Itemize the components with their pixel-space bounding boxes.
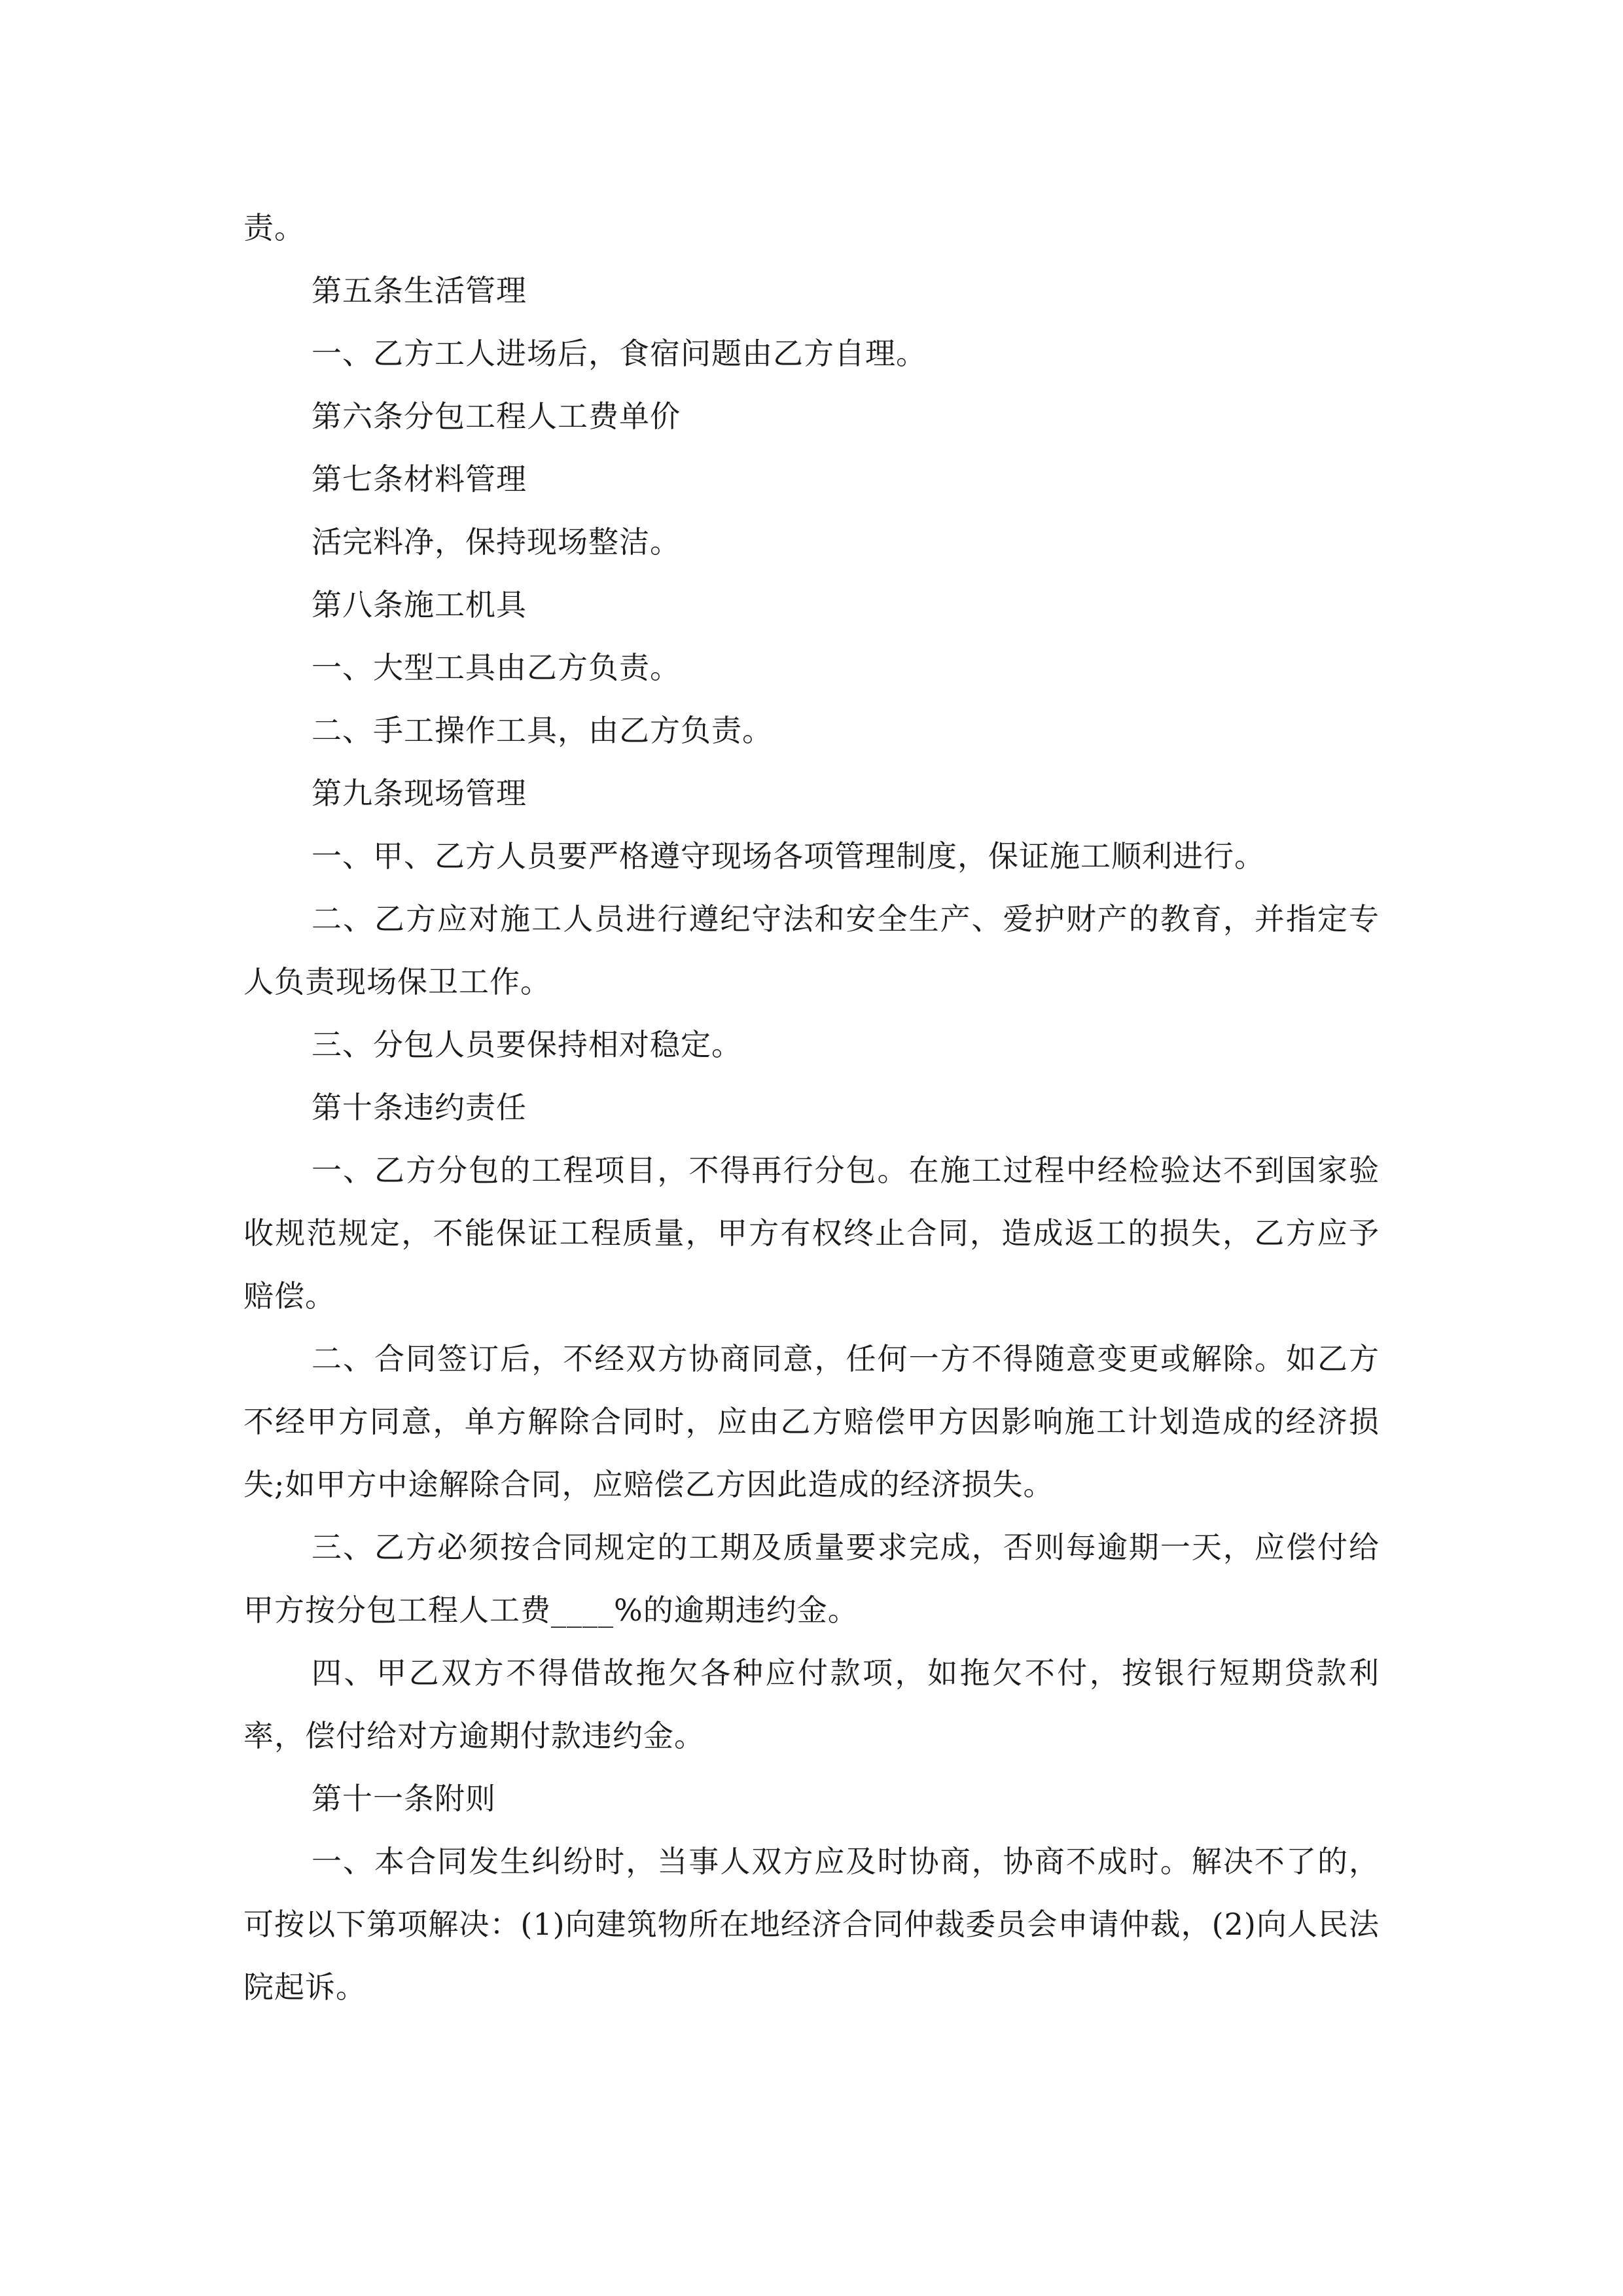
article-7-heading: 第七条材料管理	[312, 461, 527, 497]
article-5-heading: 第五条生活管理	[312, 273, 527, 308]
article-10-clause-1: 一、乙方分包的工程项目，不得再行分包。在施工过程中经检验达不到国家验收规范规定，不能保证工程质量，甲方有权终止合同，造成返工的损失，乙方应予赔偿。	[243, 1153, 1380, 1314]
article-9-clause-2: 二、乙方应对施工人员进行遵纪守法和安全生产、爱护财产的教育，并指定专人负责现场保卫工作。	[243, 901, 1380, 999]
article-11-clause-1: 一、本合同发生纠纷时，当事人双方应及时协商，协商不成时。解决不了的，可按以下第项解决：(1)向建筑物所在地经济合同仲裁委员会申请仲裁，(2)向人民法院起诉。	[243, 1844, 1380, 2005]
article-8-clause-1: 一、大型工具由乙方负责。	[312, 650, 681, 685]
article-10-clause-3: 三、乙方必须按合同规定的工期及质量要求完成，否则每逾期一天，应偿付给甲方按分包工程人工费____%的逾期违约金。	[243, 1530, 1380, 1628]
article-10-heading: 第十条违约责任	[312, 1090, 527, 1125]
article-9-heading: 第九条现场管理	[312, 776, 527, 811]
document-body	[243, 196, 1380, 2018]
article-9-clause-1: 一、甲、乙方人员要严格遵守现场各项管理制度，保证施工顺利进行。	[312, 838, 1265, 874]
article-8-clause-2: 二、手工操作工具，由乙方负责。	[312, 713, 773, 748]
article-7-text: 活完料净，保持现场整洁。	[312, 524, 681, 560]
article-5-clause-1: 一、乙方工人进场后，食宿问题由乙方自理。	[312, 336, 927, 371]
paragraph-continuation: 责。	[243, 210, 305, 245]
article-10-clause-2: 二、合同签订后，不经双方协商同意，任何一方不得随意变更或解除。如乙方不经甲方同意，单方解除合同时，应由乙方赔偿甲方因影响施工计划造成的经济损失;如甲方中途解除合同，应赔偿乙方因此造成的经济损失。	[243, 1341, 1380, 1502]
article-6-heading: 第六条分包工程人工费单价	[312, 399, 681, 434]
article-11-heading: 第十一条附则	[312, 1781, 496, 1816]
article-10-clause-4: 四、甲乙双方不得借故拖欠各种应付款项，如拖欠不付，按银行短期贷款利率，偿付给对方逾期付款违约金。	[243, 1655, 1380, 1753]
article-8-heading: 第八条施工机具	[312, 587, 527, 622]
article-9-clause-3: 三、分包人员要保持相对稳定。	[312, 1027, 742, 1062]
